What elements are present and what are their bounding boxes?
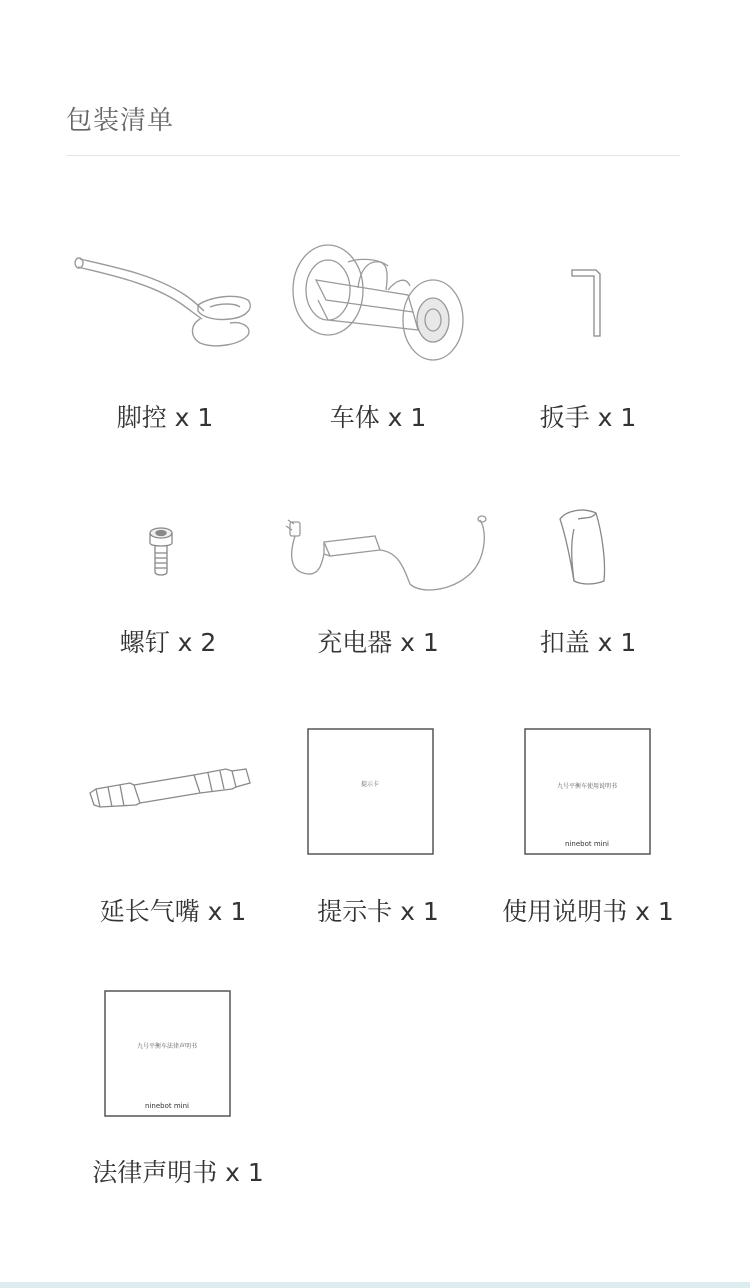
item-label-screw: 螺钉 x 2 <box>119 628 217 657</box>
item-label-wrench: 扳手 x 1 <box>539 403 637 432</box>
item-label-charger: 充电器 x 1 <box>317 628 439 657</box>
item-label-cover-cap: 扣盖 x 1 <box>539 628 637 657</box>
item-label-valve-extension: 延长气嘴 x 1 <box>99 897 247 926</box>
cover-cap-icon <box>552 505 612 587</box>
item-label-legal-statement: 法律声明书 x 1 <box>92 1158 264 1187</box>
tip-card-text: 提示卡 <box>360 781 380 788</box>
hex-wrench-icon <box>568 266 608 341</box>
screw-icon <box>144 525 178 580</box>
valve-extension-icon <box>86 763 254 811</box>
legal-card-text: 九号平衡车法律声明书 <box>136 1043 198 1050</box>
manual-brand-text: ninebot mini <box>565 840 609 848</box>
divider <box>66 155 680 156</box>
tip-card-icon <box>307 728 435 856</box>
legal-statement-icon <box>104 990 232 1118</box>
legal-brand-text: ninebot mini <box>145 1102 189 1110</box>
foot-control-icon <box>70 245 260 355</box>
charger-icon <box>280 512 498 594</box>
item-label-manual: 使用说明书 x 1 <box>502 897 674 926</box>
page-title: 包装清单 <box>66 106 175 136</box>
item-label-scooter-body: 车体 x 1 <box>329 403 427 432</box>
manual-card-text: 九号平衡车使用说明书 <box>556 783 618 790</box>
scooter-body-icon <box>288 240 473 365</box>
manual-icon <box>524 728 652 856</box>
item-label-foot-control: 脚控 x 1 <box>116 403 214 432</box>
bottom-strip <box>0 1282 750 1288</box>
item-label-tip-card: 提示卡 x 1 <box>317 897 439 926</box>
